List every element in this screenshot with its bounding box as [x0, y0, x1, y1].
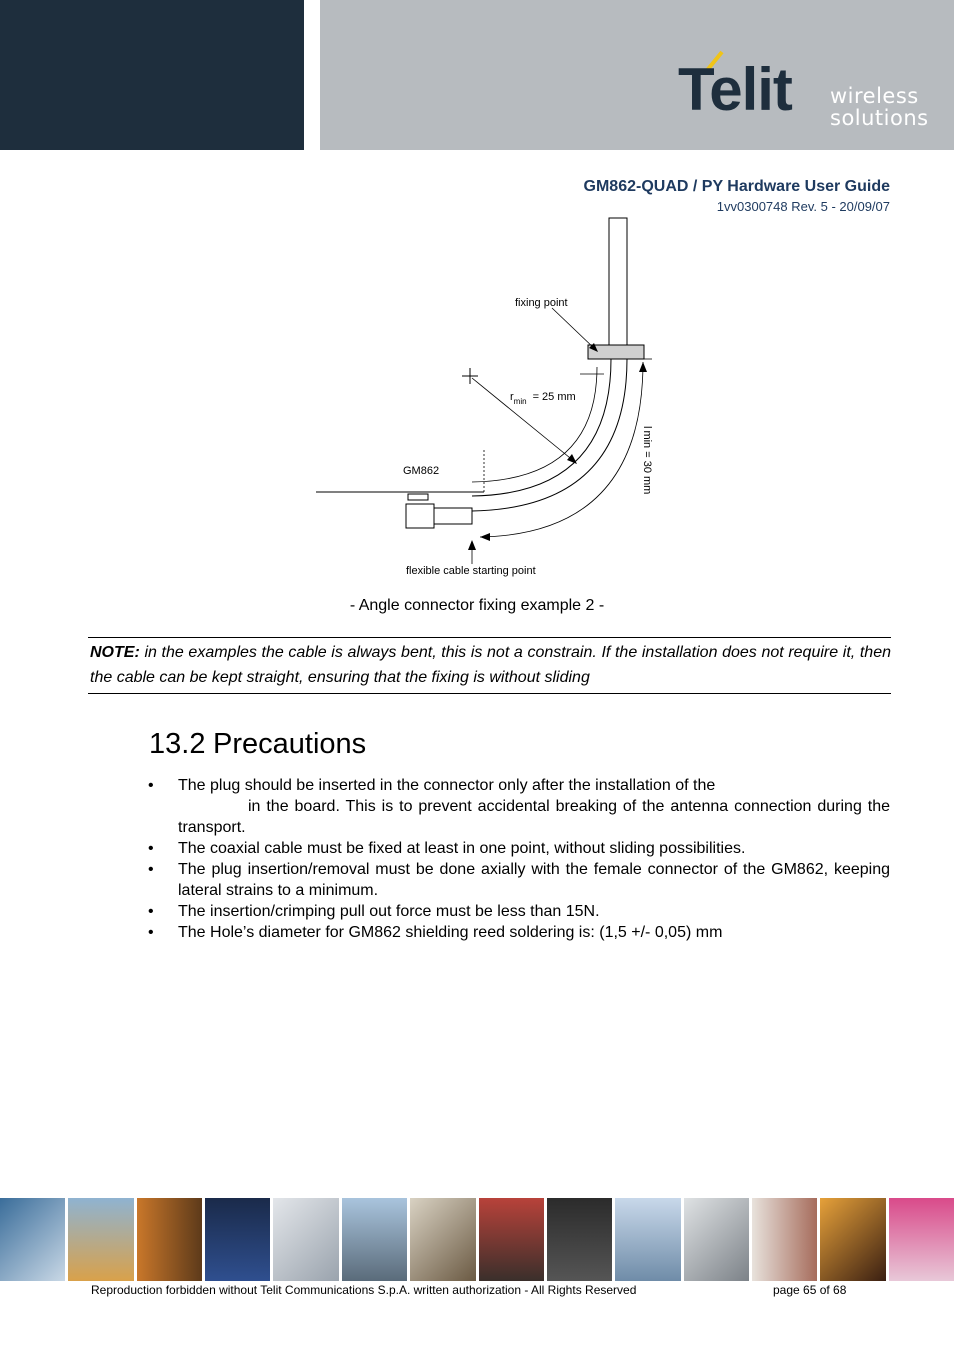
cable-inner-edge	[472, 359, 611, 496]
label-fixing-point: fixing point	[515, 297, 568, 309]
footer-photo-strip	[0, 1198, 954, 1281]
photo-tile	[137, 1198, 202, 1281]
note-label: NOTE:	[90, 644, 140, 661]
document-title: GM862-QUAD / PY Hardware User Guide	[583, 178, 890, 195]
list-item: • The plug should be inserted in the connector only after the installation of the in the board. This is to prevent accidental breaking of the antenna connection during the transport.	[148, 775, 890, 838]
label-flex-start: flexible cable starting point	[406, 565, 536, 577]
footer-copyright: Reproduction forbidden without Telit Communications S.p.A. written authorization - All Rights Reserved	[91, 1283, 637, 1297]
section-title: Precautions	[213, 728, 367, 760]
label-module: GM862	[403, 465, 440, 477]
telit-logo	[678, 48, 928, 130]
document-revision: 1vv0300748 Rev. 5 - 20/09/07	[716, 199, 890, 214]
cable-outer-edge	[472, 359, 627, 511]
list-item: • The Hole’s diameter for GM862 shielding reed soldering is: (1,5 +/- 0,05) mm	[148, 922, 890, 943]
logo-tagline-2: solutions	[830, 106, 929, 130]
photo-tile	[479, 1198, 544, 1281]
figure-caption: - Angle connector fixing example 2 -	[349, 597, 605, 614]
section-heading	[149, 728, 366, 761]
angle-connector-diagram	[300, 212, 680, 582]
fixing-clamp	[588, 345, 644, 359]
rmin-arc	[472, 367, 597, 482]
logo-brand-text: Telit	[678, 56, 792, 123]
photo-tile	[205, 1198, 270, 1281]
header-dark-panel	[0, 0, 304, 150]
photo-tile	[820, 1198, 885, 1281]
label-rmin: $r_{min} = 25$ mm	[510, 391, 576, 406]
photo-tile	[0, 1198, 65, 1281]
logo-tagline-1: wireless	[830, 84, 919, 108]
photo-tile	[889, 1198, 954, 1281]
footer-page-number: page 65 of 68	[773, 1283, 847, 1297]
angle-connector-body	[406, 504, 434, 528]
diagram-svg	[300, 212, 680, 582]
label-lmin	[641, 426, 653, 494]
precautions-list	[148, 775, 890, 943]
antenna-tube	[609, 218, 627, 345]
list-item: • The plug insertion/removal must be done axially with the female connector of the GM862, keeping lateral strains to a minimum.	[148, 859, 890, 901]
list-item: • The insertion/crimping pull out force must be less than 15N.	[148, 901, 890, 922]
photo-tile	[752, 1198, 817, 1281]
section-number: 13.2	[149, 728, 206, 760]
note-box	[88, 637, 891, 694]
lmin-arc	[480, 362, 643, 537]
photo-tile	[342, 1198, 407, 1281]
note-text: in the examples the cable is always bent, this is not a constrain. If the installation does not require it, then the cable can be kept straight, ensuring that the fixing is without sliding	[90, 644, 892, 686]
photo-tile	[68, 1198, 133, 1281]
photo-tile	[547, 1198, 612, 1281]
connector-sleeve	[434, 508, 472, 524]
photo-tile	[410, 1198, 475, 1281]
photo-tile	[273, 1198, 338, 1281]
photo-tile	[615, 1198, 680, 1281]
list-item: • The coaxial cable must be fixed at least in one point, without sliding possibilities.	[148, 838, 890, 859]
photo-tile	[684, 1198, 749, 1281]
svg-text:lmin = 30 mm: lmin = 30 mm	[641, 426, 653, 495]
